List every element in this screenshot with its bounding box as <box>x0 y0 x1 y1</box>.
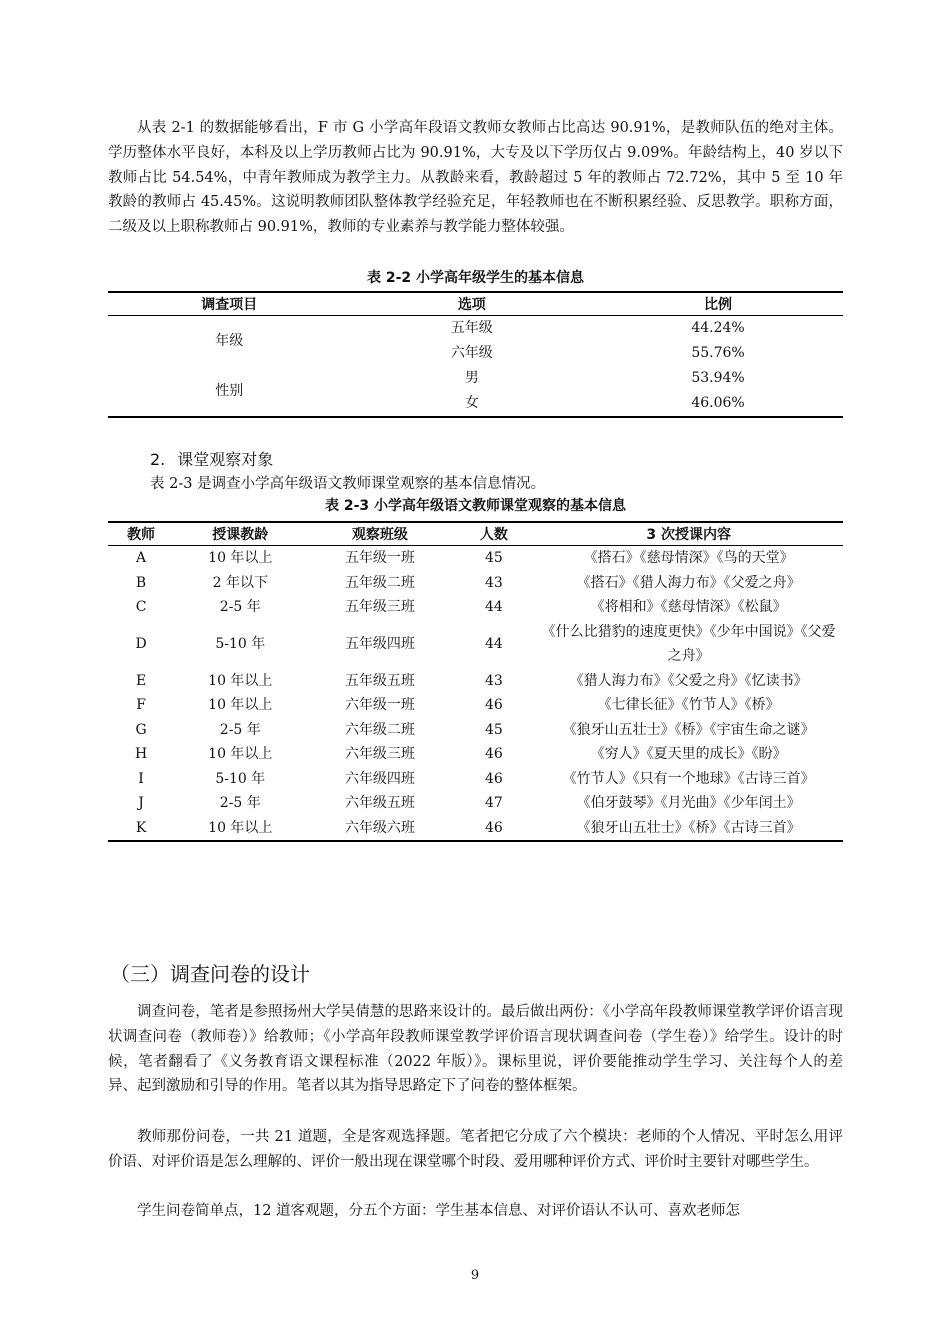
page-number: 9 <box>470 1268 480 1283</box>
table-cell: K <box>108 816 174 842</box>
table-cell: 女 <box>351 391 594 417</box>
table-cell: 六年级五班 <box>344 795 415 811</box>
section-3-heading: （三）调查问卷的设计 <box>110 962 310 986</box>
table-cell: 2-5 年 <box>219 599 261 615</box>
table-header-cell: 比例 <box>593 292 843 316</box>
table-cell: 46 <box>484 746 503 762</box>
table-cell: 六年级 <box>450 345 493 362</box>
table-cell: 2-5 年 <box>219 795 261 811</box>
section-number: 2. <box>150 450 166 469</box>
body-paragraph: 学生问卷简单点，12 道客观题，分五个方面：学生基本信息、对评价语认不认可、喜欢老师怎 <box>137 1203 741 1219</box>
table-header-cell: 教师 <box>108 522 174 546</box>
table-cell: 五年级 <box>450 320 493 337</box>
table-header-cell: 人数 <box>453 522 534 546</box>
table-cell: 55.76% <box>691 345 745 362</box>
table-cell: 10 年以上 <box>208 550 273 566</box>
table-cell: 44.24% <box>691 320 745 337</box>
table-row <box>108 366 843 391</box>
table-cell: A <box>136 550 147 566</box>
table-cell: 五年级一班 <box>344 550 415 566</box>
table-cell: 《猎人海力布》《父爱之舟》《忆读书》 <box>569 672 808 689</box>
table-row <box>108 767 843 792</box>
table-cell: 《伯牙鼓琴》《月光曲》《少年闰土》 <box>576 795 801 811</box>
table-2-2-caption: 表 2-2 小学高年级学生的基本信息 <box>366 270 585 286</box>
table-cell: 5-10 年 <box>215 635 266 652</box>
table-cell: 10 年以上 <box>174 816 306 842</box>
table-cell: 《什么比猎豹的速度更快》《少年中国说》《父爱之舟》 <box>541 623 836 664</box>
table-cell: E <box>135 672 147 689</box>
table-cell: 年级 <box>215 332 244 349</box>
table-cell: 53.94% <box>691 370 745 387</box>
table-cell: I <box>138 770 144 787</box>
table-cell: 43 <box>484 672 503 689</box>
table-cell: 46.06% <box>593 391 843 417</box>
table-cell: G <box>135 721 147 738</box>
table-row <box>108 316 843 342</box>
table-cell: 5-10 年 <box>215 770 266 787</box>
table-cell: 《搭石》《慈母情深》《鸟的天堂》 <box>583 550 794 566</box>
table-row <box>108 816 843 842</box>
table-cell: 五年级五班 <box>344 672 415 689</box>
table-header-cell: 选项 <box>351 292 594 316</box>
table-cell: 10 年以上 <box>208 746 273 762</box>
table-cell: D <box>135 635 147 652</box>
table-cell: 《七律长征》《竹节人》《桥》 <box>597 697 780 713</box>
table-cell: 46 <box>484 770 503 787</box>
table-cell: 44 <box>484 599 503 615</box>
table-cell: 性别 <box>108 366 351 417</box>
table-cell: 45 <box>484 550 503 566</box>
table-cell: 六年级二班 <box>344 721 415 738</box>
table-2-2 <box>108 291 843 418</box>
table-cell: 《穷人》《夏天里的成长》《盼》 <box>590 746 787 762</box>
table-cell: 45 <box>484 721 503 738</box>
table-cell: 六年级六班 <box>306 816 453 842</box>
table-cell: 五年级四班 <box>344 635 415 652</box>
table-row <box>108 595 843 620</box>
table-cell: 五年级二班 <box>344 574 415 591</box>
table-cell: 六年级三班 <box>344 746 415 762</box>
section-heading <box>150 447 273 470</box>
table-cell: C <box>135 599 147 615</box>
table-cell: 2-5 年 <box>219 721 261 738</box>
table-2-3 <box>108 521 843 842</box>
table-cell: 六年级四班 <box>344 770 415 787</box>
table-cell: 男 <box>464 370 479 387</box>
table-row <box>108 546 843 571</box>
table-row <box>108 571 843 596</box>
table-cell: 《竹节人》《只有一个地球》《古诗三首》 <box>562 770 815 787</box>
table-row <box>108 791 843 816</box>
table-cell: 46 <box>484 697 503 713</box>
table-cell: 10 年以上 <box>208 697 273 713</box>
table-row <box>108 742 843 767</box>
table-cell: 10 年以上 <box>208 672 273 689</box>
table-cell: F <box>136 697 146 713</box>
table-cell: B <box>135 574 147 591</box>
table-cell: J <box>138 795 144 811</box>
table-2-3-caption: 表 2-3 小学高年级语文教师课堂观察的基本信息 <box>324 498 627 514</box>
table-cell: 44 <box>484 635 503 652</box>
table-cell: 六年级一班 <box>344 697 415 713</box>
section-title: 课堂观察对象 <box>177 450 274 469</box>
table-cell: 《狼牙山五壮士》《桥》《宇宙生命之谜》 <box>562 721 815 738</box>
table-cell: 《狼牙山五壮士》《桥》《古诗三首》 <box>534 816 843 842</box>
table-row <box>108 693 843 718</box>
table-cell: 五年级三班 <box>344 599 415 615</box>
table-cell: 43 <box>484 574 503 591</box>
table-row <box>108 718 843 743</box>
intro-paragraph: 从表 2-1 的数据能够看出，F 市 G 小学高年段语文教师女教师占比高达 90.91%，是教师队伍的绝对主体。学历整体水平良好，本科及以上学历教师占比为 90.91%，大专及以下学历仅占 9.09%。年龄结构上，40 岁以下教师占比 54.54%，中青年教师成为教学主力。从教龄来看，教龄超过 5 年的教师占 72.72%，其中 5 至 10 年教龄的教师占 45.45%。这说明教师团队整体教学经验充足，年轻教师也在不断积累经验、反思教学。职称方面，二级及以上职称教师占 90.91%，教师的专业素养与教学能力整体较强。 <box>108 120 843 236</box>
table-cell: 《搭石》《猎人海力布》《父爱之舟》 <box>576 574 801 591</box>
table-cell: 2 年以下 <box>212 574 268 591</box>
table-header-cell: 观察班级 <box>306 522 453 546</box>
body-paragraph: 调查问卷，笔者是参照扬州大学吴倩慧的思路来设计的。最后做出两份：《小学高年段教师课堂教学评价语言现状调查问卷（教师卷）》给教师；《小学高年段教师课堂教学评价语言现状调查问卷（学生卷）》给学生。设计的时候，笔者翻看了《义务教育语文课程标准（2022 年版）》。课标里说，评价要能推动学生学习、关注每个人的差异、起到激励和引导的作用。笔者以其为指导思路定下了问卷的整体框架。 <box>108 1004 843 1095</box>
table-cell: 《将相和》《慈母情深》《松鼠》 <box>590 599 787 615</box>
table-row <box>108 620 843 669</box>
table-row <box>108 669 843 694</box>
table-cell: 46 <box>453 816 534 842</box>
table-cell: 47 <box>484 795 503 811</box>
table-header-cell: 授课教龄 <box>174 522 306 546</box>
table-cell: H <box>134 746 148 762</box>
body-paragraph: 教师那份问卷，一共 21 道题，全是客观选择题。笔者把它分成了六个模块：老师的个人情况、平时怎么用评价语、对评价语是怎么理解的、评价一般出现在课堂哪个时段、爱用哪种评价方式、评价时主要针对哪些学生。 <box>108 1129 843 1170</box>
table-header-cell: 3 次授课内容 <box>534 522 843 546</box>
table-header-cell: 调查项目 <box>108 292 351 316</box>
table-2-3-intro: 表 2-3 是调查小学高年级语文教师课堂观察的基本信息情况。 <box>150 476 546 492</box>
